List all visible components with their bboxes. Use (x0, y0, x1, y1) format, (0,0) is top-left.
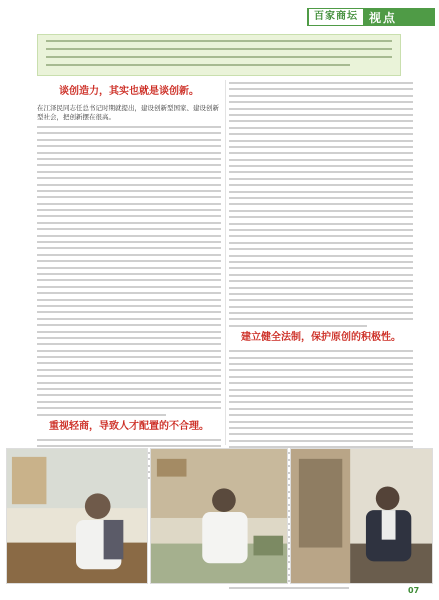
paragraph-placeholder (37, 126, 221, 416)
column-divider (225, 80, 226, 445)
section-heading: 重视轻商，导致人才配置的不合理。 (49, 420, 209, 432)
left-column (37, 82, 221, 490)
column-name: 百家商坛 (309, 9, 363, 25)
paragraph-placeholder (229, 82, 413, 327)
column-type: 视点 (369, 10, 398, 25)
section-heading: 谈创造力，其实也就是谈创新。 (59, 86, 199, 97)
interview-photo (6, 448, 148, 584)
interview-photo (290, 448, 433, 584)
paragraph: 在江泽民同志任总书记时期就提出，建设创新型国家、建设创新型社会，把创新摆在很高。 (37, 104, 219, 121)
section-heading: 建立健全法制，保护原创的积极性。 (241, 332, 401, 344)
interview-photo (150, 448, 288, 584)
column-header (307, 8, 435, 26)
page-number: 07 (408, 586, 420, 595)
intro-box (37, 34, 401, 76)
